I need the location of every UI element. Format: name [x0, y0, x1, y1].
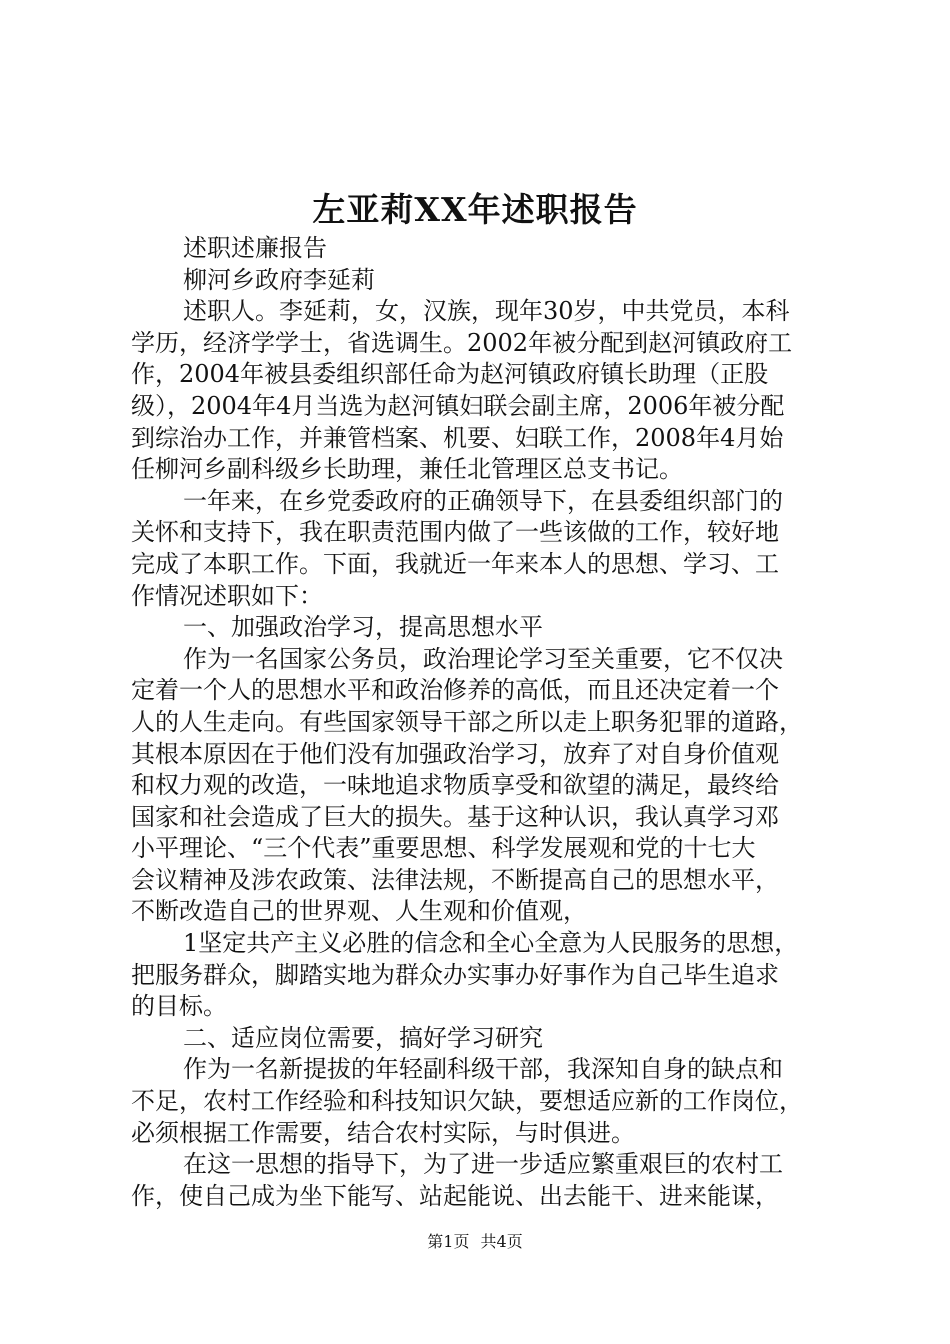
text-line: 到综治办工作，并兼管档案、机要、妇联工作，2008年4月始	[131, 423, 784, 452]
text-line: 不足，农村工作经验和科技知识欠缺，要想适应新的工作岗位，	[131, 1087, 803, 1116]
text-line: 作情况述职如下：	[131, 581, 323, 610]
text-line: 一年来，在乡党委政府的正确领导下，在县委组织部门的	[183, 486, 783, 515]
text-line: 柳河乡政府李延莉	[183, 265, 375, 294]
text-line: 学历，经济学学士，省选调生。2002年被分配到赵河镇政府工	[131, 328, 793, 357]
text-line: 作为一名新提拔的年轻副科级干部，我深知自身的缺点和	[183, 1055, 783, 1084]
page-footer	[0, 1232, 950, 1252]
text-line: 述职述廉报告	[183, 234, 327, 262]
text-line: 小平理论、“三个代表”重要思想、科学发展观和党的十七大	[131, 834, 756, 863]
document-body	[131, 233, 831, 1212]
text-line: 作，使自己成为坐下能写、站起能说、出去能干、进来能谋，	[131, 1181, 779, 1210]
text-line: 和权力观的改造，一味地追求物质享受和欲望的满足，最终给	[131, 771, 779, 800]
text-line: 作，2004年被县委组织部任命为赵河镇政府镇长助理（正股	[131, 360, 769, 389]
text-line: 级），2004年4月当选为赵河镇妇联会副主席，2006年被分配	[131, 391, 785, 420]
text-line: 任柳河乡副科级乡长助理，兼任北管理区总支书记。	[131, 455, 683, 484]
page-total: 共4页	[480, 1232, 523, 1251]
text-line: 人的人生走向。有些国家领导干部之所以走上职务犯罪的道路，	[131, 707, 803, 736]
text-line: 关怀和支持下，我在职责范围内做了一些该做的工作，较好地	[131, 518, 779, 547]
text-line: 1坚定共产主义必胜的信念和全心全意为人民服务的思想，	[183, 929, 799, 958]
text-line: 二、适应岗位需要，搞好学习研究	[183, 1023, 543, 1052]
document-title: 左亚莉XX年述职报告	[312, 190, 638, 229]
page-number: 第1页	[427, 1232, 470, 1251]
text-line: 在这一思想的指导下，为了进一步适应繁重艰巨的农村工	[183, 1150, 783, 1179]
text-line: 不断改造自己的世界观、人生观和价值观，	[131, 897, 587, 926]
text-line: 的目标。	[131, 992, 227, 1021]
text-line: 国家和社会造成了巨大的损失。基于这种认识，我认真学习邓	[131, 802, 779, 831]
text-line: 必须根据工作需要，结合农村实际，与时俱进。	[131, 1118, 635, 1147]
text-line: 作为一名国家公务员，政治理论学习至关重要，它不仅决	[183, 644, 783, 673]
text-line: 一、加强政治学习，提高思想水平	[183, 613, 543, 642]
text-line: 其根本原因在于他们没有加强政治学习，放弃了对自身价值观	[131, 739, 779, 768]
text-line: 会议精神及涉农政策、法律法规，不断提高自己的思想水平，	[131, 865, 779, 894]
text-line: 述职人。李延莉，女，汉族，现年30岁，中共党员，本科	[183, 297, 790, 326]
text-line: 完成了本职工作。下面，我就近一年来本人的思想、学习、工	[131, 549, 779, 578]
text-line: 定着一个人的思想水平和政治修养的高低，而且还决定着一个	[131, 676, 779, 705]
text-line: 把服务群众，脚踏实地为群众办实事办好事作为自己毕生追求	[131, 960, 779, 989]
